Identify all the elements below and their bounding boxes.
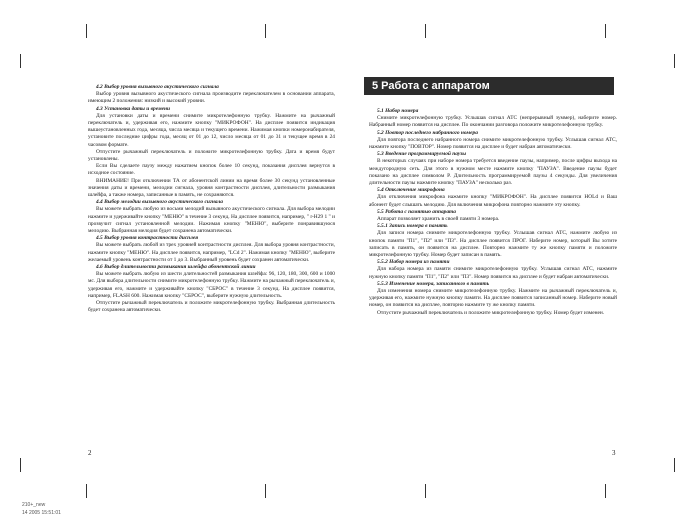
crop-mark [425,484,426,498]
section-heading: 4.6 Выбор длительности размыкания шлейфа абонентской линии [96,264,256,271]
paragraph: Снимите микротелефонную трубку. Услышав сигнал АТС (непрерывный зуммер), наберите номер. Набранный номер появится на дисплее. По окончании разговора положите микротелефонную трубку. [369,115,617,129]
paragraph: В некоторых случаях при наборе номера требуется введение паузы, например, после цифры выхода на междугородную сеть. Для этого в нужном месте нажмите кнопку "ПАУЗА". Введение паузы будет показано на дисплее символом P. Длительность программируемой паузы 4 секунды. Для увеличения длительности паузы нажмите кнопку "ПАУЗА" несколько раз. [369,158,617,187]
left-page-text [88,84,335,315]
crop-mark [605,484,606,498]
print-footer-filename: 210+_new [22,502,46,508]
print-footer-timestamp: 14 2005 15:51:01 [22,510,61,516]
section-heading: 5.3 Введение программируемой паузы [377,151,467,158]
paragraph: Аппарат позволяет хранить в своей памяти 3 номера. [377,216,500,223]
crop-mark [20,54,21,68]
section-heading: 5.1 Набор номера [377,108,419,114]
paragraph: Вы можете выбрать любую из восьми мелодий вызывного акустического сигнала. Для выбора мелодии нажмите и удерживайте кнопку "МЕНЮ" в течение 3 секунд. На дисплее появится, например, " r-H29 1 " и прозвучит сигнал установленной мелодии. Нажимая кнопку "МЕНЮ", выберите понравившуюся мелодию. Выбранная мелодия будет сохранена автоматически. [88,206,335,235]
section-heading: 5.2 Повтор последнего набранного номера [377,129,478,136]
crop-mark [605,24,606,38]
paragraph: Для набора номера из памяти снимите микротелефонную трубку. Услышав сигнал АТС, нажмите нужную кнопку памяти "П1", "П2" или "П3". Номер появится на дисплее и будет набран автоматически. [369,266,617,280]
paragraph: Для изменения номера снимите микротелефонную трубку. Нажмите на рычажный переключатель и, удерживая его, нажмите нужную кнопку памяти. На дисплее появится записанный номер. Наберите новый номер, он появится на дисплее, повторно нажмите ту же кнопку памяти. [369,288,617,309]
section-heading: 5.4 Отключение микрофона [377,187,445,194]
crop-mark [86,484,87,498]
crop-mark [674,54,675,68]
section-heading: 4.3 Установка даты и времени [96,105,171,112]
section-heading: 4.2 Выбор уровня вызывного акустического сигнала [96,84,219,90]
crop-mark [425,24,426,38]
section-heading: 5.5.3 Изменение номера, записанного в память [377,280,490,287]
right-page-text [369,108,617,317]
paragraph: Для установки даты и времени снимите микротелефонную трубку. Нажмите на рычажный переключатель и, удерживая его, нажмите кнопку "МИКРОФОН". На дисплее появится индикация вышеустановленных года, месяца, числа месяца и текущего времени. Нажимая кнопки номеронабирателя, установите последние цифры года, месяц от 01 до 12, число месяца от 01 до 31 и текущее время в 24 часовом формате. [88,112,335,148]
paragraph: Вы можете выбрать любой из трех уровней контрастности дисплея. Для выбора уровня контрастности, нажмите кнопку "МЕНЮ". На дисплее появится, например, "LCd 2". Нажимая кнопку "МЕНЮ", выберите желаемый уровень контрастности от 1 до 3. Выбранный уровень будет сохранен автоматически. [88,242,335,263]
paragraph: Отпустите рычажный переключатель и положите микротелефонную трубку. Дата и время будут установлены. [88,148,335,163]
crop-mark [265,484,266,498]
section-heading: 5.5.2 Набор номера из памяти [377,259,450,266]
paragraph: Отпустите рычажный переключатель и положите микротелефонную трубку. Выбранная длительность будет сохранена автоматически. [88,300,335,314]
section-heading: 5.5.1 Запись номера в память [377,223,448,230]
section-heading: 5.5 Работа с памятью аппарата [377,208,456,215]
section-heading: 4.4 Выбор мелодии вызывного акустического сигнала [96,199,223,206]
paragraph: Для отключения микрофона нажмите кнопку "МИКРОФОН". На дисплее появится HOLd и Ваш абонент будет слышать мелодию. Для включения микрофона повторно нажмите эту кнопку. [369,194,617,208]
paragraph: Выбор уровня вызывного акустического сигнала производите переключателем в основании аппарата, имеющим 2 положения: низкий и высокий уровни. [88,91,335,105]
crop-mark [265,24,266,38]
section-heading: 4.5 Выбор уровня контрастности дисплея [96,235,199,242]
paragraph: Для записи номера снимите микротелефонную трубку. Услышав сигнал АТС, нажмите любую из кнопок памяти "П1", "П2" или "П3". На дисплее появится ПРОГ. Наберите номер, который Вы хотите записать в память, он появится на дисплее. Повторно нажмите ту же кнопку памяти и положите микротелефонную трубку. Номер будет записан в память. [369,230,617,259]
page-number-left: 2 [88,449,92,457]
paragraph: ВНИМАНИЕ! При отключении ТА от абонентской линии на время более 30 секунд установленные значения даты и времени, мелодии сигнала, уровня контрастности дисплея, длительности размыкания шлейфа, а также номера, записанные в память, не сохраняются. [88,177,335,199]
crop-mark [86,24,87,38]
paragraph: Если Вы сделаете паузу между нажатием кнопок более 10 секунд, показания дисплея вернутся в исходное состояние. [88,163,335,177]
paragraph: Вы можете выбрать любую из шести длительностей размыкания шлейфа: 96, 120, 180, 300, 600 и 1000 мс. Для выбора длительности снимите микротелефонную трубку. Нажмите на рычажный переключатель и, удерживая его, нажмите и удерживайте кнопку "СБРОС" в течение 3 секунд. На дисплее появится, например, FLASH 600. Нажимая кнопку "СБРОС", выберите нужную длительность. [88,271,336,299]
crop-mark [674,458,675,472]
paragraph: Отпустите рычажный переключатель и положите микротелефонную трубку. Номер будет изменен. [377,309,605,316]
paragraph: Для повтора последнего набранного номера снимите микротелефонную трубку. Услышав сигнал АТС, нажмите кнопку "ПОВТОР". Номер появится на дисплее и будет набран автоматически. [369,136,617,151]
crop-mark [20,458,21,472]
page-number-right: 3 [612,449,616,457]
section-title-banner: 5 Работа с аппаратом [364,77,614,95]
